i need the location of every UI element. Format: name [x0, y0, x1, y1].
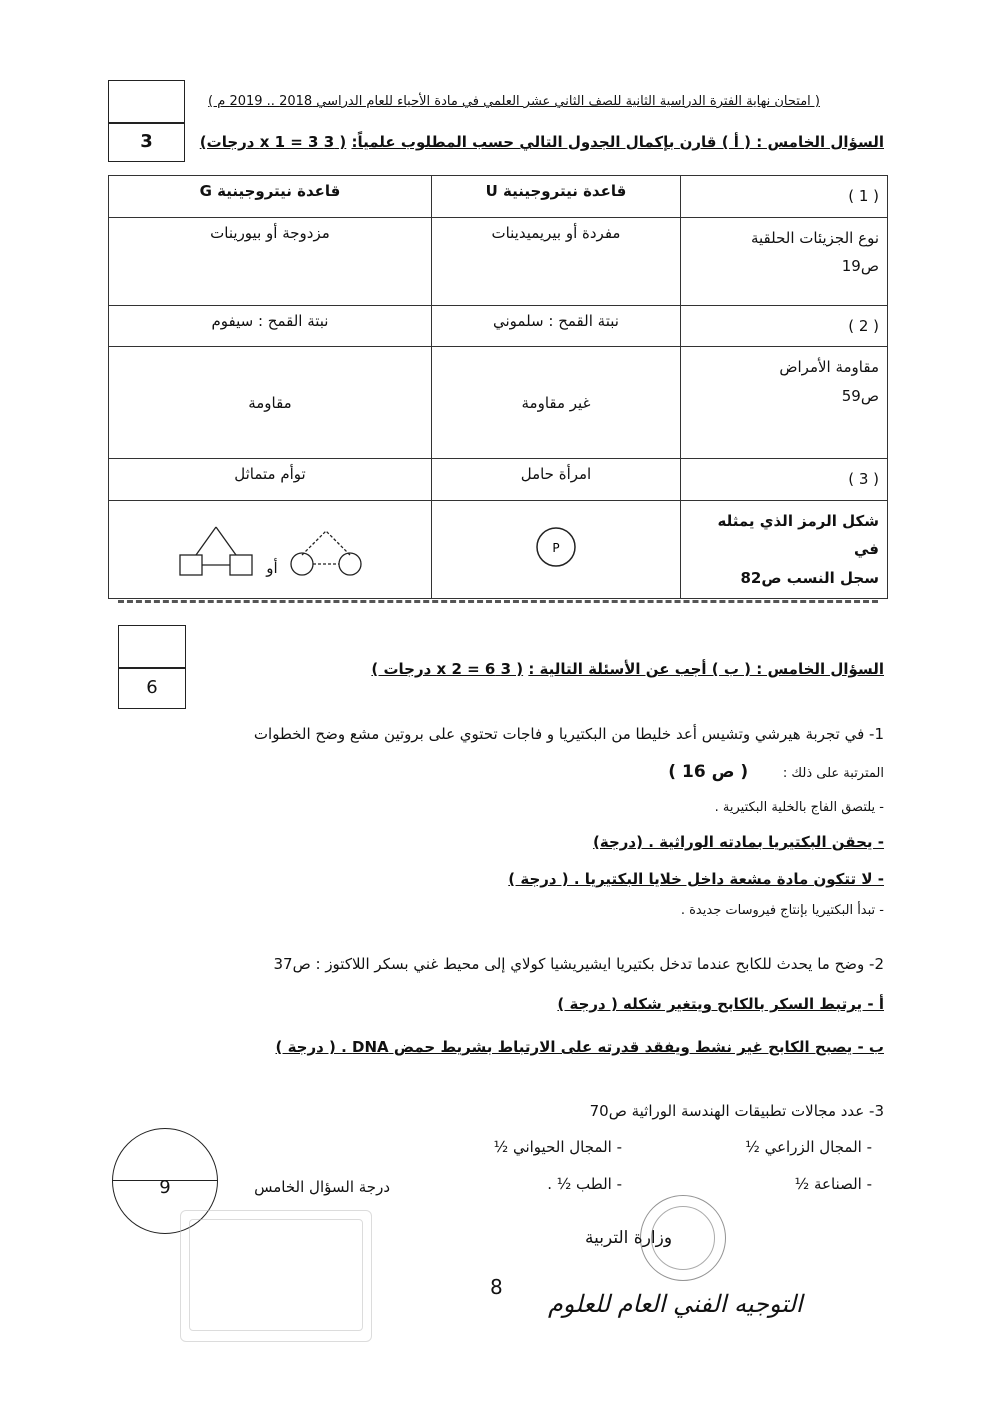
row1-label: ( 1 ) [681, 176, 888, 218]
row4-label-cell [681, 347, 888, 459]
q1-ref: ( ص 16 ) [668, 762, 749, 782]
row5-label: ( 3 ) [681, 459, 888, 501]
q1-text2: المترتبة على ذلك : [782, 766, 884, 781]
row3-label: ( 2 ) [681, 305, 888, 347]
pregnant-symbol-letter: P [552, 541, 560, 556]
row4-ref: ص59 [841, 386, 879, 405]
row5-c2: توأم متماثل [109, 459, 432, 501]
row4-label: مقاومة الأمراض [779, 358, 879, 376]
q5b-marks: ( 3 x 2 = 6 درجات ) [371, 660, 524, 678]
q1-step-2: - يحقن البكتيريا بمادته الوراثية . (درجة) [593, 833, 884, 851]
supervision-signature: التوجيه الفني العام للعلوم [548, 1290, 803, 1318]
page-number: 8 [490, 1275, 503, 1299]
q5a-title-line [184, 133, 884, 151]
q3-item-2: - المجال الحيواني ½ [493, 1138, 622, 1156]
row3-c2: نبتة القمح : سيفوم [109, 305, 432, 347]
row6-label2: سجل النسب ص82 [740, 568, 879, 587]
q5a-title: السؤال الخامس : ( أ ) قارن بإكمال الجدول التالي حسب المطلوب علمياً: [351, 133, 884, 151]
q1-text: 1- في تجربة هيرشي وتشيس أعد خليطا من البكتيريا و فاجات تحتوي على بروتين مشع وضح الخطوات [253, 725, 884, 743]
row1-c1: قاعدة نيتروجينية U [431, 176, 680, 218]
row6-label-cell [681, 500, 888, 599]
ministry-stamp-text: وزارة التربية [585, 1228, 673, 1248]
q5a-marks: ( 3 x 1 = 3 درجات) [199, 133, 347, 151]
row3-c1: نبتة القمح : سلموني [431, 305, 680, 347]
row6-c2 [109, 500, 432, 599]
identical-twins-female-symbol [288, 527, 364, 577]
row2-c2: مزدوجة أو بيورينات [109, 217, 432, 305]
q1-text2-line [114, 762, 884, 782]
q2-b: ب - يصبح الكابح غير نشط ويفقد قدرته على الارتباط بشريط حمض DNA . ( درجة ) [275, 1038, 884, 1056]
row2-ref: ص19 [841, 257, 879, 275]
header-score-box [108, 122, 185, 162]
pregnant-woman-symbol [532, 525, 580, 569]
row2-c1: مفردة أو بيريميدينات [431, 217, 680, 305]
row4-c1: غير مقاومة [431, 347, 680, 459]
identical-twins-male-symbol [176, 521, 256, 577]
or-word: أو [266, 559, 278, 578]
q3-item-3: - الصناعة ½ [794, 1175, 872, 1193]
q5b-title: السؤال الخامس : ( ب ) أجب عن الأسئلة التالية : [528, 660, 884, 678]
q5b-score-box [118, 667, 186, 709]
total-label: درجة السؤال الخامس [254, 1178, 390, 1196]
row6-c1 [431, 500, 680, 599]
q1-step-3: - لا تتكون مادة مشعة داخل خلايا البكتيريا . ( درجة ) [508, 870, 884, 888]
comparison-table [108, 175, 888, 599]
q3-item-1: - المجال الزراعي ½ [745, 1138, 872, 1156]
q2-text: 2- وضح ما يحدث للكابح عندما تدخل بكتيريا ايشيريشيا كولاي إلى محيط غني بسكر اللاكتوز : ص37 [273, 955, 884, 973]
q2-a: أ - يرتبط السكر بالكابح ويتغير شكله ( درجة ) [557, 995, 884, 1013]
q5a-score: 3 [140, 131, 153, 152]
row2-label: نوع الجزيئات الحلقية [750, 228, 879, 247]
row2-label-cell [681, 217, 888, 305]
row1-c2: قاعدة نيتروجينية G [109, 176, 432, 218]
q5b-score-box-top [118, 625, 186, 669]
exam-title: ( امتحان نهاية الفترة الدراسية الثانية للصف الثاني عشر العلمي في مادة الأحياء للعام الدراسي 2018 .. 2019 م ) [208, 94, 820, 109]
section-separator [118, 600, 878, 603]
row4-c2: مقاومة [109, 347, 432, 459]
q1-step-4: - تبدأ البكتيريا بإنتاج فيروسات جديدة . [680, 903, 884, 918]
row5-c1: امرأة حامل [431, 459, 680, 501]
school-stamp [180, 1210, 372, 1342]
row6-label: شكل الرمز الذي يمثله في [717, 511, 879, 558]
header-score-box-top [108, 80, 185, 124]
total-score: 9 [159, 1177, 171, 1198]
q1-step-1: - يلتصق الفاج بالخلية البكتيرية . [714, 800, 884, 815]
q3-item-4: - الطب ½ . [547, 1175, 622, 1193]
q5b-score: 6 [146, 677, 158, 698]
q5b-title-line [284, 660, 884, 678]
q3-text: 3- عدد مجالات تطبيقات الهندسة الوراثية ص70 [589, 1102, 884, 1120]
